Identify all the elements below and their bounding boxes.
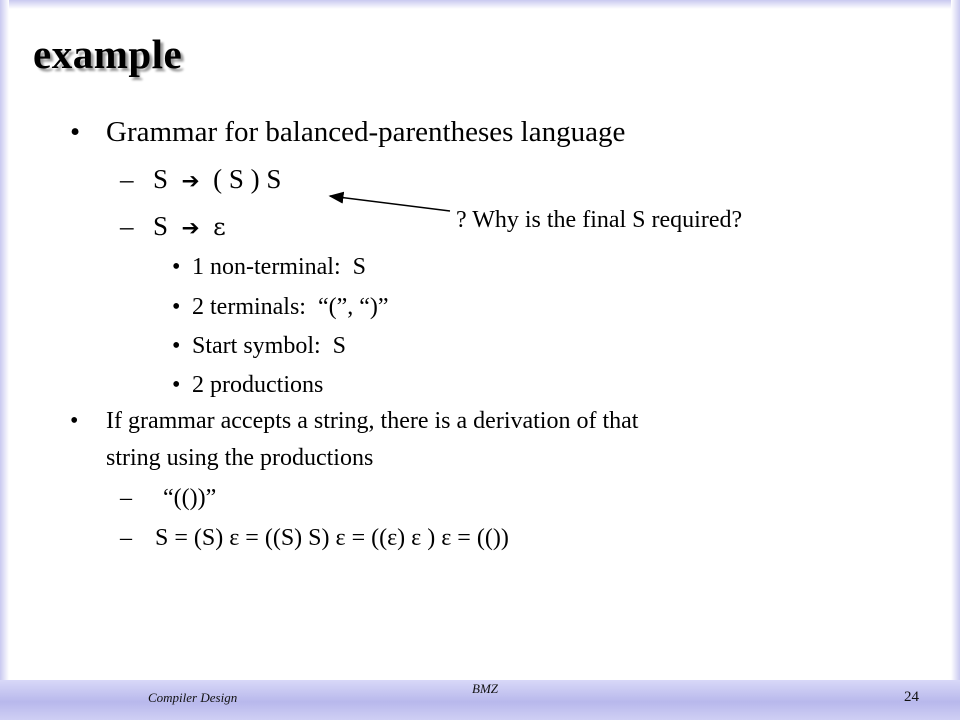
- page-number: 24: [904, 689, 919, 705]
- dash: –: [120, 211, 134, 241]
- sub-item-productions: 2 productions: [192, 372, 324, 398]
- bullet-dot: •: [70, 408, 79, 434]
- footer-author: BMZ: [472, 681, 498, 696]
- sub-item-label: Start symbol:: [192, 333, 321, 359]
- sub-item-value: S: [352, 254, 366, 280]
- example-derivation: S = (S) ε = ((S) S) ε = ((ε) ε ) ε = (()): [155, 525, 509, 551]
- annotation-question: ? Why is the final S required?: [456, 207, 743, 233]
- bullet-dot: •: [172, 333, 181, 359]
- footer-course: Compiler Design: [148, 690, 238, 705]
- dash: –: [120, 525, 132, 551]
- bullet-grammar-text: Grammar for balanced-parentheses language: [106, 116, 626, 148]
- sub-item-label: 2 terminals:: [192, 294, 306, 320]
- sub-item-value: S: [332, 333, 347, 359]
- sub-item-start-symbol: [192, 333, 346, 360]
- bullet-derivation-line2: string using the productions: [106, 445, 374, 471]
- bullet-dot: •: [70, 116, 81, 148]
- sub-item-label: 1 non-terminal:: [192, 254, 341, 280]
- example-string: “(())”: [163, 485, 217, 511]
- right-arrow-icon: ➔: [181, 216, 200, 241]
- bullet-dot: •: [172, 372, 181, 398]
- production-lhs: S: [153, 164, 169, 194]
- sub-item-nonterminal: [192, 254, 366, 281]
- bullet-dot: •: [172, 294, 181, 320]
- sub-item-terminals: [192, 294, 389, 321]
- right-arrow-icon: ➔: [181, 169, 200, 194]
- bullet-derivation-line1: If grammar accepts a string, there is a derivation of that: [106, 408, 639, 434]
- dash: –: [120, 485, 132, 511]
- sub-item-value: “(”, “)”: [317, 294, 389, 320]
- production-rhs: ε: [213, 212, 226, 241]
- production-lhs: S: [153, 211, 169, 241]
- bullet-dot: •: [172, 254, 181, 280]
- slide-title: example: [33, 31, 183, 77]
- dash: –: [120, 164, 134, 194]
- production-rhs: ( S ) S: [213, 164, 282, 194]
